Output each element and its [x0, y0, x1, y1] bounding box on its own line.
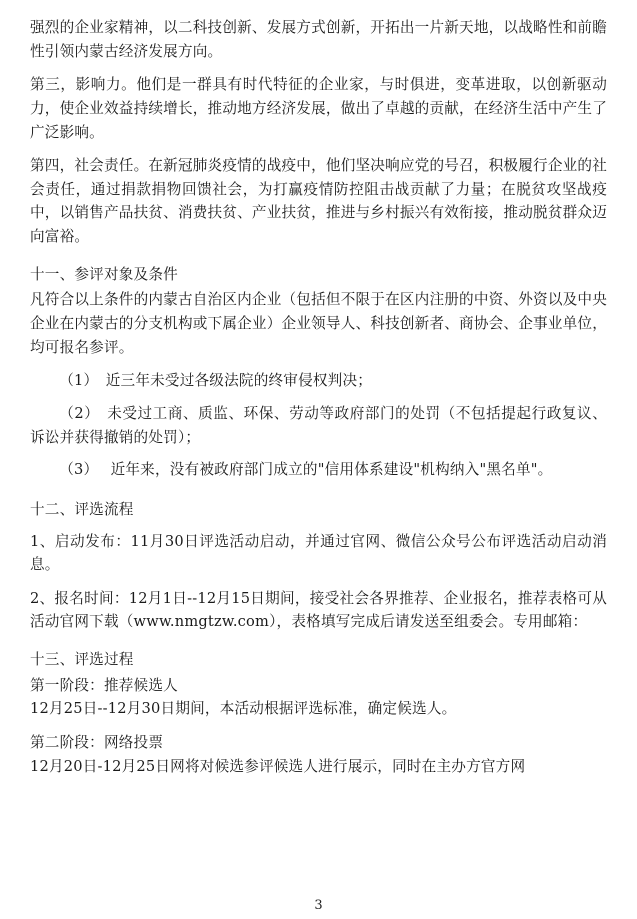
- document-body: [30, 16, 607, 778]
- paragraph-entrepreneur-spirit: 强烈的企业家精神，以二科技创新、发展方式创新，开拓出一片新天地，以战略性和前瞻性引领内蒙古经济发展方向。: [30, 19, 607, 60]
- section-heading-twelve: 十二、评选流程: [30, 500, 134, 518]
- list-item-condition-1: （1） 近三年未受过各级法院的终审侵权判决；: [59, 372, 373, 390]
- paragraph-launch-announcement: 1、启动发布：11月30日评选活动启动，并通过官网、微信公众号公布评选活动启动消息。: [30, 532, 607, 574]
- page-number: 3: [314, 898, 323, 913]
- section-heading-eleven: 十一、参评对象及条件: [30, 265, 178, 283]
- stage-two-title: 第二阶段：网络投票: [30, 734, 164, 752]
- stage-two-detail: 12月20日-12月25日网将对候选参评候选人进行展示，同时在主办方官方网: [30, 757, 526, 775]
- paragraph-registration-period: 2、报名时间：12月1日--12月15日期间，接受社会各界推荐、企业报名，推荐表格可从活动官网下载（www.nmgtzw.com），表格填写完成后请发送至组委会。专用邮箱：: [30, 589, 607, 631]
- paragraph-third-influence: 第三，影响力。他们是一群具有时代特征的企业家，与时俱进，变革进取，以创新驱动力，使企业效益持续增长，推动地方经济发展，做出了卓越的贡献，在经济生活中产生了广泛影响。: [30, 76, 607, 141]
- section-heading-thirteen: 十三、评选过程: [30, 651, 134, 669]
- stage-one-title: 第一阶段：推荐候选人: [30, 676, 178, 694]
- paragraph-fourth-social-responsibility: 第四，社会责任。在新冠肺炎疫情的战疫中，他们坚决响应党的号召，积极履行企业的社会责任，通过捐款捐物回馈社会，为打赢疫情防控阻击战贡献了力量；在脱贫攻坚战疫中，以销售产品扶贫、消费扶贫、产业扶贫，推进与乡村振兴有效衔接，推动脱贫群众迈向富裕。: [30, 157, 607, 246]
- list-item-condition-3: （3） 近年来，没有被政府部门成立的"信用体系建设"机构纳入"黑名单"。: [59, 461, 553, 479]
- paragraph-eligibility: 凡符合以上条件的内蒙古自治区内企业（包括但不限于在区内注册的中资、外资以及中央企业在内蒙古的分支机构或下属企业）企业领导人、科技创新者、商协会、企事业单位，均可报名参评。: [30, 291, 607, 356]
- list-item-condition-2: （2） 未受过工商、质监、环保、劳动等政府部门的处罚（不包括提起行政复议、诉讼并获得撤销的处罚）；: [30, 404, 607, 446]
- stage-one-detail: 12月25日--12月30日期间，本活动根据评选标准，确定候选人。: [30, 700, 457, 718]
